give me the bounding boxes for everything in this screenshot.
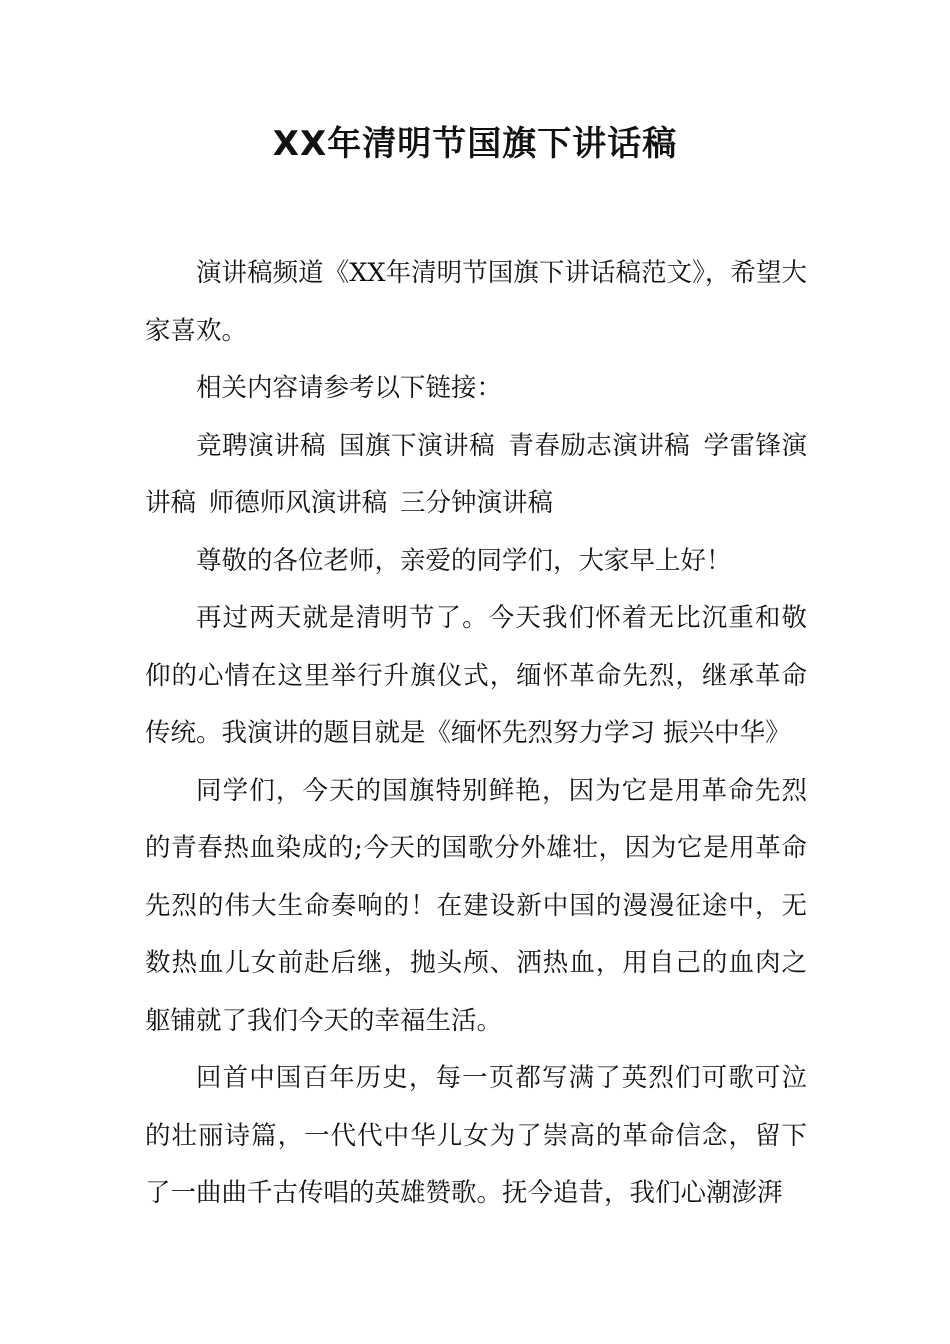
greeting-paragraph: 尊敬的各位老师，亲爱的同学们，大家早上好！ [196, 545, 732, 576]
link-teacher-ethics-speech[interactable]: 师德师风演讲稿 [208, 488, 388, 518]
link-leifeng-speech[interactable]: 学雷锋演讲稿 [145, 430, 807, 518]
related-links [145, 418, 807, 533]
link-jingpin-speech[interactable]: 竞聘演讲稿 [196, 430, 326, 461]
body-paragraph: 同学们，今天的国旗特别鲜艳，因为它是用革命先烈的青春热血染成的;今天的国歌分外雄壮，因为它是用革命先烈的伟大生命奏响的！在建设新中国的漫漫征途中，无数热血儿女前赴后继，抛头颅、洒热血，用自己的血肉之躯铺就了我们今天的幸福生活。 [145, 775, 807, 1036]
body-paragraph: 回首中国百年历史，每一页都写满了英烈们可歌可泣的壮丽诗篇，一代代中华儿女为了崇高的革命信念，留下了一曲曲千古传唱的英雄赞歌。抚今追昔，我们心潮澎湃 [145, 1063, 807, 1208]
document-body [145, 245, 807, 1223]
link-flag-speech[interactable]: 国旗下演讲稿 [338, 430, 496, 461]
link-three-minute-speech[interactable]: 三分钟演讲稿 [400, 488, 554, 518]
link-youth-speech[interactable]: 青春励志演讲稿 [507, 430, 691, 461]
body-paragraph: 再过两天就是清明节了。今天我们怀着无比沉重和敬仰的心情在这里举行升旗仪式，缅怀革命先烈，继承革命传统。我演讲的题目就是《缅怀先烈努力学习 振兴中华》 [145, 603, 807, 748]
intro-paragraph: 演讲稿频道《XX年清明节国旗下讲话稿范文》，希望大家喜欢。 [145, 258, 807, 346]
related-label: 相关内容请参考以下链接： [196, 373, 503, 403]
document-title: XX年清明节国旗下讲话稿 [272, 124, 678, 164]
